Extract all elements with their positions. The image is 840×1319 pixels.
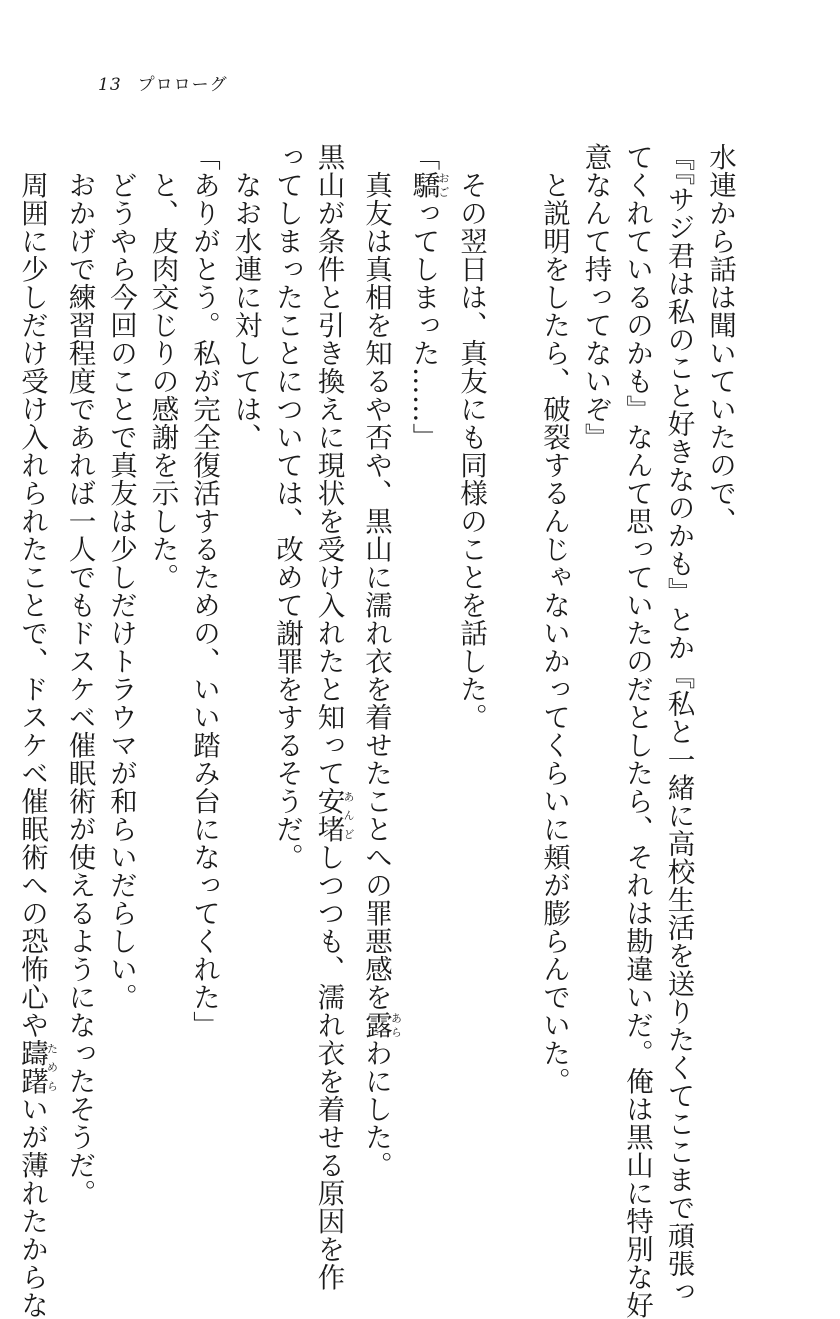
text-line: 『『サジ君は私のこと好きなのかも』とか『私と一緒に高校生活を送りたくてここまで頑張っ [662, 143, 695, 1306]
text-line-with-ruby: 黒山が条件と引き換えに現状を受け入れたと知って安堵あんどしつつも、濡れ衣を着せる原因を作 [312, 143, 355, 1291]
text-line-with-ruby: 周囲に少しだけ受け入れられたことで、ドスケベ催眠術への恐怖心や躊躇ためらいが薄れたからな [16, 143, 59, 1319]
text-line: その翌日は、真友にも同様のことを話した。 [455, 143, 487, 731]
text-line: と説明をしたら、破裂するんじゃないかってくらいに頬が膨らんでいた。 [538, 143, 570, 1095]
text-line: おかげで練習程度であれば一人でもドスケベ催眠術が使えるようになったそうだ。 [63, 143, 96, 1207]
vertical-body-text [16, 143, 740, 1319]
running-header [98, 70, 228, 95]
text-line: 「ありがとう。私が完全復活するための、いい踏み台になってくれた」 [188, 143, 220, 1039]
text-line: なお水連に対しては、 [229, 143, 262, 451]
text-line-with-ruby: 「驕おごってしまった……」 [407, 143, 450, 451]
chapter-title: プロローグ [137, 75, 228, 95]
ruby-annotation: 露あら [360, 1011, 403, 1039]
text-line: 水連から話は聞いていたので、 [704, 143, 736, 535]
ruby-annotation: 躊躇ためら [16, 1039, 59, 1095]
text-line-with-ruby: 真友は真相を知るや否や、黒山に濡れ衣を着せたことへの罪悪感を露あらわにした。 [360, 143, 403, 1179]
text-line: 意なんて持ってないぞ』 [579, 143, 612, 451]
page-number: 13 [98, 75, 122, 95]
text-line: と、皮肉交じりの感謝を示した。 [146, 143, 179, 591]
ruby-annotation: 驕おご [407, 171, 450, 199]
text-line: どうやら今回のことで真友は少しだけトラウマが和らいだらしい。 [105, 143, 137, 1011]
text-line: ってしまったことについては、改めて謝罪をするそうだ。 [271, 143, 303, 871]
ruby-annotation: 安堵あんど [312, 787, 355, 843]
blank-line [491, 143, 533, 1143]
text-line: てくれているのかも』なんて思っていたのだとしたら、それは勘違いだ。俺は黒山に特別な好 [621, 143, 653, 1319]
